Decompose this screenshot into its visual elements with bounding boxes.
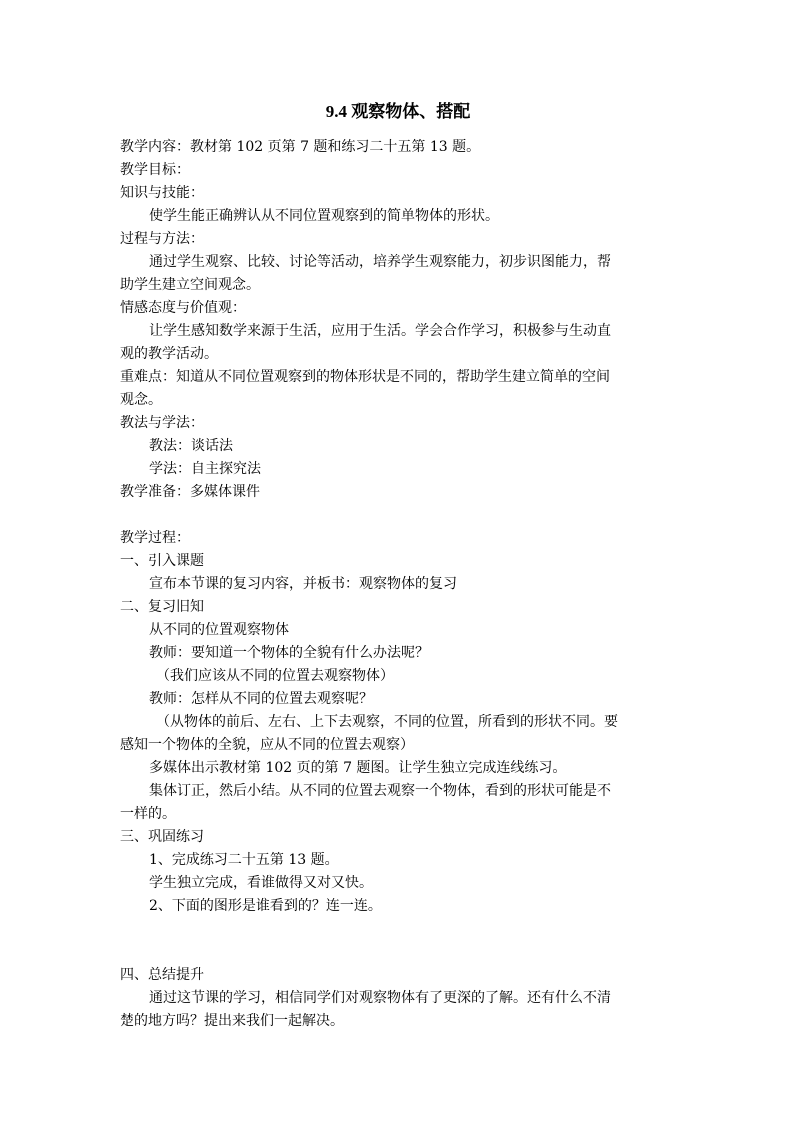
emotion-text-line-2: 观的教学活动。 xyxy=(120,346,218,362)
section-1-heading: 一、引入课题 xyxy=(120,553,204,569)
section-2-line-7a: 集体订正，然后小结。从不同的位置去观察一个物体，看到的形状可能是不 xyxy=(149,783,611,799)
knowledge-text: 使学生能正确辨认从不同位置观察到的简单物体的形状。 xyxy=(149,208,499,224)
section-4-heading: 四、总结提升 xyxy=(120,967,204,983)
key-points-line-1: 重难点：知道从不同位置观察到的物体形状是不同的，帮助学生建立简单的空间 xyxy=(120,369,610,385)
section-2-line-5a: （从物体的前后、左右、上下去观察，不同的位置，所看到的形状不同。要 xyxy=(156,714,618,730)
section-2-line-7b: 一样的。 xyxy=(120,806,176,822)
process-text-line-1: 通过学生观察、比较、讨论等活动，培养学生观察能力，初步识图能力，帮 xyxy=(149,254,611,270)
goals-heading: 教学目标： xyxy=(120,162,190,178)
section-2-line-5b: 感知一个物体的全貌，应从不同的位置去观察） xyxy=(120,737,414,753)
teaching-method: 教法：谈话法 xyxy=(149,438,233,454)
key-points-line-2: 观念。 xyxy=(120,392,162,408)
emotion-heading: 情感态度与价值观： xyxy=(120,300,246,316)
page-title: 9.4 观察物体、搭配 xyxy=(325,102,471,121)
section-1-text: 宣布本节课的复习内容，并板书：观察物体的复习 xyxy=(149,576,457,592)
process-text-line-2: 助学生建立空间观念。 xyxy=(120,277,260,293)
section-4-line-1a: 通过这节课的学习，相信同学们对观察物体有了更深的了解。还有什么不清 xyxy=(149,990,611,1006)
spacer xyxy=(120,504,676,527)
section-2-heading: 二、复习旧知 xyxy=(120,599,204,615)
section-2-line-1: 从不同的位置观察物体 xyxy=(149,622,289,638)
spacer xyxy=(120,918,676,964)
knowledge-heading: 知识与技能： xyxy=(120,185,204,201)
section-2-line-6: 多媒体出示教材第 102 页的第 7 题图。让学生独立完成连线练习。 xyxy=(149,760,567,776)
teaching-content: 教学内容：教材第 102 页第 7 题和练习二十五第 13 题。 xyxy=(120,139,481,155)
section-3-heading: 三、巩固练习 xyxy=(120,829,204,845)
document-page xyxy=(120,100,676,1033)
emotion-text-line-1: 让学生感知数学来源于生活，应用于生活。学会合作学习，积极参与生动直 xyxy=(149,323,611,339)
section-3-line-1: 1、完成练习二十五第 13 题。 xyxy=(149,852,339,868)
preparation: 教学准备：多媒体课件 xyxy=(120,484,260,500)
section-2-line-3: （我们应该从不同的位置去观察物体） xyxy=(156,668,394,684)
process-title: 教学过程： xyxy=(120,530,190,546)
section-2-line-2: 教师：要知道一个物体的全貌有什么办法呢？ xyxy=(149,645,429,661)
section-4-line-1b: 楚的地方吗？提出来我们一起解决。 xyxy=(120,1013,344,1029)
process-heading: 过程与方法： xyxy=(120,231,204,247)
methods-heading: 教法与学法： xyxy=(120,415,204,431)
learning-method: 学法：自主探究法 xyxy=(149,461,261,477)
section-2-line-4: 教师：怎样从不同的位置去观察呢？ xyxy=(149,691,373,707)
section-3-line-2: 学生独立完成，看谁做得又对又快。 xyxy=(149,875,373,891)
section-3-line-3: 2、下面的图形是谁看到的？连一连。 xyxy=(149,898,382,914)
